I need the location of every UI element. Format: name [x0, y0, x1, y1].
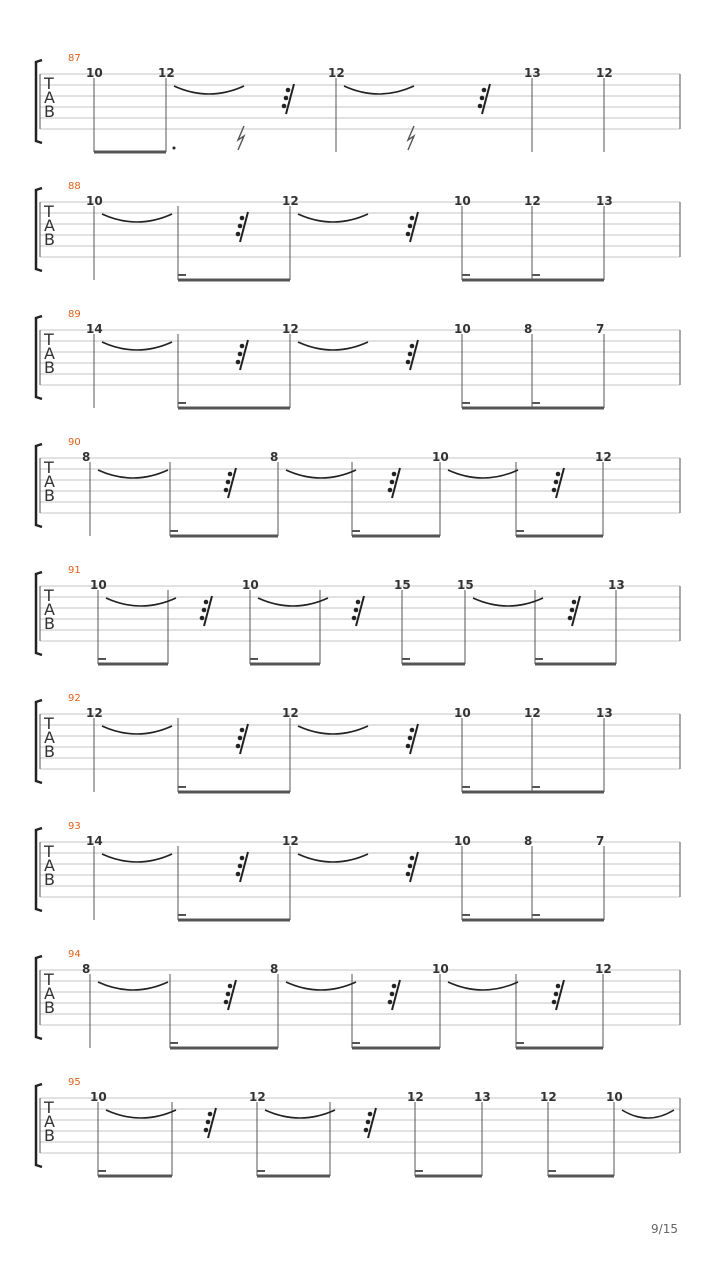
tab-letter: A	[44, 856, 55, 875]
rest-dot	[406, 360, 411, 365]
system-bracket	[36, 700, 42, 783]
rest-dot	[480, 96, 485, 101]
rest-dot	[228, 984, 233, 989]
fret-number: 8	[270, 962, 279, 976]
fret-number: 12	[86, 706, 103, 720]
fret-number: 10	[90, 1090, 107, 1104]
fret-number: 10	[454, 194, 471, 208]
rest-dot	[206, 1120, 211, 1125]
system-bracket	[36, 572, 42, 655]
measure-number: 92	[68, 693, 81, 704]
rest-dot	[282, 104, 287, 109]
fret-number: 12	[158, 66, 175, 80]
rest-dot	[572, 600, 577, 605]
rest-dot	[408, 864, 413, 869]
tremolo-mark	[408, 126, 414, 150]
fret-number: 12	[524, 194, 541, 208]
tab-letter: T	[44, 970, 54, 989]
fret-number: 12	[249, 1090, 266, 1104]
tie-arc	[106, 598, 176, 606]
fret-number: 10	[242, 578, 259, 592]
rest-dot	[478, 104, 483, 109]
fret-number: 8	[524, 322, 533, 336]
rest-dot	[408, 224, 413, 229]
fret-number: 10	[432, 962, 449, 976]
rest-dot	[238, 736, 243, 741]
rest-dot	[364, 1128, 369, 1133]
fret-number: 13	[596, 194, 613, 208]
rest-dot	[406, 872, 411, 877]
tab-letter: B	[44, 102, 55, 121]
measure-number: 94	[68, 949, 81, 960]
rest-dot	[236, 744, 241, 749]
fret-number: 12	[328, 66, 345, 80]
rest-dot	[556, 984, 561, 989]
fret-number: 10	[454, 834, 471, 848]
tie-arc	[258, 598, 328, 606]
tab-letter: T	[44, 1098, 54, 1117]
rest-dot	[554, 992, 559, 997]
tab-letter: A	[44, 216, 55, 235]
tie-arc	[448, 982, 518, 990]
tie-arc	[102, 342, 172, 350]
system-bracket	[36, 828, 42, 911]
tab-letter: A	[44, 344, 55, 363]
measure-number: 87	[68, 53, 81, 64]
rest-dot	[410, 856, 415, 861]
fret-number: 12	[540, 1090, 557, 1104]
tie-arc	[102, 214, 172, 222]
fret-number: 12	[282, 322, 299, 336]
rest-dot	[200, 616, 205, 621]
system-bracket	[36, 188, 42, 271]
fret-number: 10	[86, 194, 103, 208]
fret-number: 12	[595, 962, 612, 976]
rest-dot	[202, 608, 207, 613]
rest-dot	[236, 232, 241, 237]
augmentation-dot	[173, 147, 176, 150]
fret-number: 10	[606, 1090, 623, 1104]
tab-letter: A	[44, 728, 55, 747]
tab-letter: A	[44, 88, 55, 107]
tab-letter: T	[44, 202, 54, 221]
rest-dot	[236, 872, 241, 877]
rest-dot	[392, 472, 397, 477]
tab-letter: T	[44, 330, 54, 349]
fret-number: 13	[596, 706, 613, 720]
fret-number: 13	[608, 578, 625, 592]
system-bracket	[36, 316, 42, 399]
fret-number: 10	[90, 578, 107, 592]
tab-letter: A	[44, 984, 55, 1003]
tab-letter: B	[44, 486, 55, 505]
rest-dot	[236, 360, 241, 365]
rest-dot	[204, 600, 209, 605]
rest-dot	[224, 1000, 229, 1005]
rest-dot	[568, 616, 573, 621]
tab-letter: T	[44, 842, 54, 861]
tie-arc	[298, 342, 368, 350]
fret-number: 10	[86, 66, 103, 80]
rest-dot	[552, 1000, 557, 1005]
rest-dot	[228, 472, 233, 477]
rest-dot	[368, 1112, 373, 1117]
rest-dot	[226, 480, 231, 485]
fret-number: 12	[596, 66, 613, 80]
tab-letter: B	[44, 230, 55, 249]
page-number: 9/15	[651, 1222, 678, 1236]
tie-arc	[473, 598, 543, 606]
fret-number: 12	[524, 706, 541, 720]
rest-dot	[410, 728, 415, 733]
fret-number: 10	[454, 706, 471, 720]
system-bracket	[36, 60, 42, 143]
fret-number: 7	[596, 322, 605, 336]
tie-arc	[286, 470, 356, 478]
tie-arc	[298, 214, 368, 222]
fret-number: 14	[86, 322, 103, 336]
tab-letter: B	[44, 742, 55, 761]
fret-number: 12	[595, 450, 612, 464]
rest-dot	[482, 88, 487, 93]
rest-dot	[408, 352, 413, 357]
rest-dot	[554, 480, 559, 485]
rest-dot	[354, 608, 359, 613]
rest-dot	[388, 1000, 393, 1005]
rest-dot	[556, 472, 561, 477]
tie-arc	[98, 982, 168, 990]
tab-letter: A	[44, 472, 55, 491]
rest-dot	[410, 344, 415, 349]
rest-dot	[240, 344, 245, 349]
fret-number: 7	[596, 834, 605, 848]
tab-letter: B	[44, 1126, 55, 1145]
tab-letter: T	[44, 458, 54, 477]
fret-number: 8	[82, 962, 91, 976]
tie-arc	[448, 470, 518, 478]
fret-number: 12	[407, 1090, 424, 1104]
rest-dot	[392, 984, 397, 989]
rest-dot	[240, 216, 245, 221]
tie-arc	[298, 726, 368, 734]
rest-dot	[352, 616, 357, 621]
fret-number: 13	[474, 1090, 491, 1104]
rest-dot	[390, 992, 395, 997]
fret-number: 8	[270, 450, 279, 464]
tie-arc	[102, 726, 172, 734]
rest-dot	[366, 1120, 371, 1125]
tie-arc	[286, 982, 356, 990]
rest-dot	[570, 608, 575, 613]
rest-dot	[388, 488, 393, 493]
measure-number: 89	[68, 309, 81, 320]
rest-dot	[208, 1112, 213, 1117]
tab-letter: B	[44, 614, 55, 633]
fret-number: 15	[394, 578, 411, 592]
tie-arc	[344, 86, 414, 94]
fret-number: 15	[457, 578, 474, 592]
measure-number: 91	[68, 565, 81, 576]
measure-number: 95	[68, 1077, 81, 1088]
tab-letter: T	[44, 586, 54, 605]
rest-dot	[552, 488, 557, 493]
tie-arc	[106, 1110, 176, 1118]
fret-number: 12	[282, 834, 299, 848]
tab-letter: A	[44, 1112, 55, 1131]
tie-arc	[98, 470, 168, 478]
rest-dot	[238, 352, 243, 357]
system-bracket	[36, 1084, 42, 1167]
measure-number: 93	[68, 821, 81, 832]
rest-dot	[406, 744, 411, 749]
system-bracket	[36, 444, 42, 527]
tie-arc	[174, 86, 244, 94]
measure-number: 90	[68, 437, 81, 448]
tab-letter: B	[44, 998, 55, 1017]
rest-dot	[284, 96, 289, 101]
fret-number: 10	[432, 450, 449, 464]
fret-number: 12	[282, 194, 299, 208]
rest-dot	[238, 864, 243, 869]
tie-arc	[622, 1110, 674, 1118]
tab-letter: T	[44, 74, 54, 93]
fret-number: 13	[524, 66, 541, 80]
rest-dot	[410, 216, 415, 221]
measure-number: 88	[68, 181, 81, 192]
tab-letter: B	[44, 870, 55, 889]
tab-letter: A	[44, 600, 55, 619]
tab-letter: B	[44, 358, 55, 377]
system-bracket	[36, 956, 42, 1039]
rest-dot	[226, 992, 231, 997]
rest-dot	[406, 232, 411, 237]
fret-number: 10	[454, 322, 471, 336]
fret-number: 14	[86, 834, 103, 848]
rest-dot	[240, 856, 245, 861]
rest-dot	[224, 488, 229, 493]
tie-arc	[265, 1110, 335, 1118]
rest-dot	[356, 600, 361, 605]
fret-number: 8	[82, 450, 91, 464]
rest-dot	[408, 736, 413, 741]
tremolo-mark	[238, 126, 244, 150]
rest-dot	[240, 728, 245, 733]
tie-arc	[102, 854, 172, 862]
tie-arc	[298, 854, 368, 862]
tab-letter: T	[44, 714, 54, 733]
rest-dot	[286, 88, 291, 93]
rest-dot	[238, 224, 243, 229]
fret-number: 12	[282, 706, 299, 720]
rest-dot	[204, 1128, 209, 1133]
fret-number: 8	[524, 834, 533, 848]
rest-dot	[390, 480, 395, 485]
